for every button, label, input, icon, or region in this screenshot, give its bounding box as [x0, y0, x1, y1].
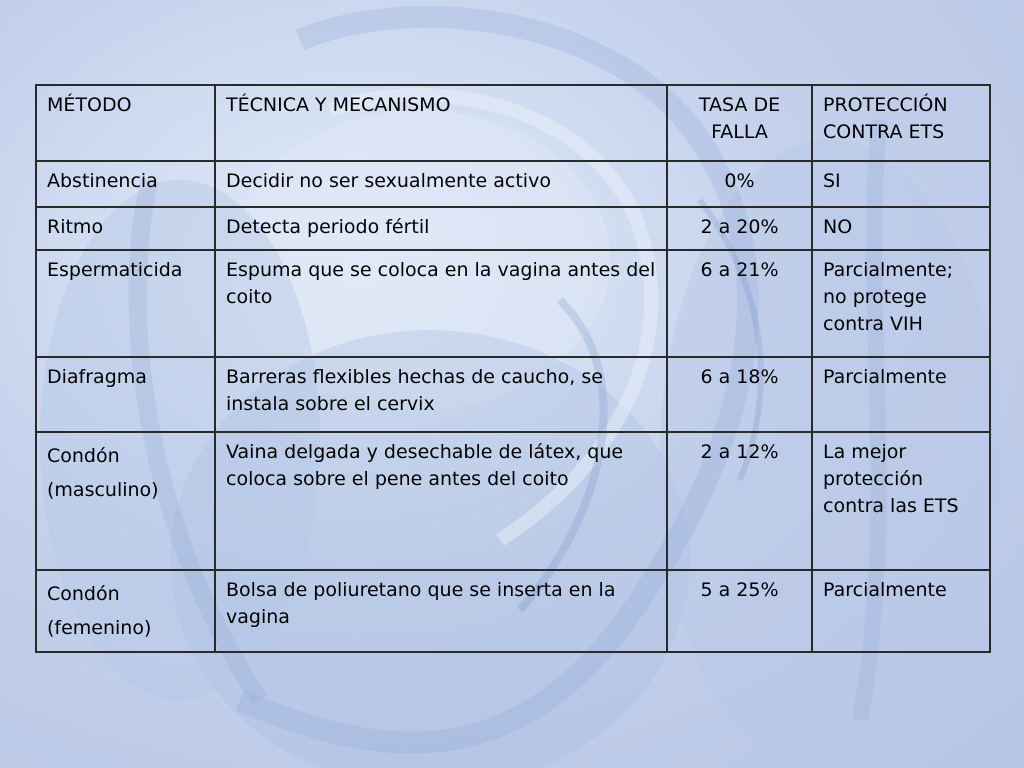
- contraceptive-table-container: [35, 84, 989, 653]
- cell-proteccion: Parcialmente: [812, 357, 990, 432]
- header-tecnica: TÉCNICA Y MECANISMO: [215, 85, 667, 161]
- cell-tecnica: Barreras flexibles hechas de caucho, se instala sobre el cervix: [215, 357, 667, 432]
- cell-proteccion: Parcialmente; no protege contra VIH: [812, 250, 990, 357]
- table-row: [36, 357, 990, 432]
- cell-tecnica: Espuma que se coloca en la vagina antes del coito: [215, 250, 667, 357]
- cell-metodo: Abstinencia: [36, 161, 215, 207]
- table-row: [36, 432, 990, 570]
- table-row: [36, 207, 990, 250]
- table-row: [36, 250, 990, 357]
- cell-proteccion: NO: [812, 207, 990, 250]
- cell-metodo: Espermaticida: [36, 250, 215, 357]
- cell-tasa: 0%: [667, 161, 812, 207]
- table-header-row: [36, 85, 990, 161]
- cell-tasa: 5 a 25%: [667, 570, 812, 652]
- cell-tasa: 2 a 20%: [667, 207, 812, 250]
- cell-tasa: 2 a 12%: [667, 432, 812, 570]
- cell-tecnica: Detecta periodo fértil: [215, 207, 667, 250]
- cell-metodo: Diafragma: [36, 357, 215, 432]
- header-proteccion: PROTECCIÓN CONTRA ETS: [812, 85, 990, 161]
- header-tasa: TASA DE FALLA: [667, 85, 812, 161]
- cell-metodo-line2: (masculino): [47, 479, 159, 501]
- cell-tasa: 6 a 21%: [667, 250, 812, 357]
- contraceptive-methods-table: [35, 84, 991, 653]
- cell-metodo-line1: Condón: [47, 445, 120, 467]
- cell-metodo-line1: Condón: [47, 583, 120, 605]
- cell-proteccion: La mejor protección contra las ETS: [812, 432, 990, 570]
- cell-tasa: 6 a 18%: [667, 357, 812, 432]
- cell-tecnica: Vaina delgada y desechable de látex, que coloca sobre el pene antes del coito: [215, 432, 667, 570]
- cell-metodo: [36, 570, 215, 652]
- cell-tecnica: Decidir no ser sexualmente activo: [215, 161, 667, 207]
- cell-metodo: Ritmo: [36, 207, 215, 250]
- cell-metodo-line2: (femenino): [47, 617, 152, 639]
- cell-tecnica: Bolsa de poliuretano que se inserta en la vagina: [215, 570, 667, 652]
- header-metodo: MÉTODO: [36, 85, 215, 161]
- cell-metodo: [36, 432, 215, 570]
- cell-proteccion: SI: [812, 161, 990, 207]
- table-row: [36, 161, 990, 207]
- cell-proteccion: Parcialmente: [812, 570, 990, 652]
- table-row: [36, 570, 990, 652]
